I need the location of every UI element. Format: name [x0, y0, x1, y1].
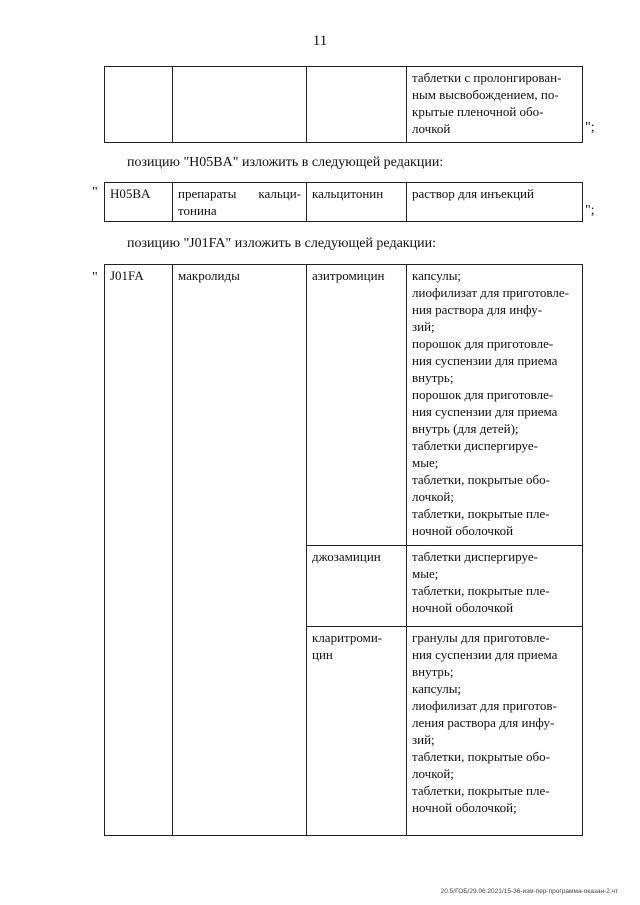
drug-name-cell: кларитроми-цин [307, 627, 407, 836]
form-line: ночной оболочкой; [412, 800, 517, 815]
empty-code-cell [105, 67, 173, 143]
form-line: порошок для приготовле- [412, 336, 554, 351]
form-line: ния раствора для инфу- [412, 302, 543, 317]
form-line: мые; [412, 566, 439, 581]
document-footer: 20.5/ГОБ/29.06.2021/15-36-изм-пер-программа-оказан-2.чт [440, 888, 618, 895]
dosage-form-cell [407, 67, 583, 143]
atc-code-cell: J01FA [105, 265, 173, 836]
form-line: ления раствора для инфу- [412, 715, 555, 730]
dosage-form-cell [407, 627, 583, 836]
dosage-form-cell: раствор для инъекций [407, 183, 583, 222]
closing-quote: "; [585, 203, 595, 218]
h05ba-table [104, 182, 583, 222]
form-line: лиофилизат для приготов- [412, 698, 557, 713]
opening-quote: " [92, 270, 98, 285]
form-line: капсулы; [412, 681, 462, 696]
form-line: зий; [412, 319, 435, 334]
instruction-h05ba: позицию "H05BA" изложить в следующей редакции: [127, 155, 444, 170]
form-line: таблетки диспергируе- [412, 549, 538, 564]
form-line: крытые пленочной обо- [412, 104, 544, 119]
j01fa-table [104, 264, 583, 836]
form-line: лочкой [412, 121, 451, 136]
instruction-j01fa: позицию "J01FA" изложить в следующей редакции: [127, 236, 436, 251]
form-line: таблетки диспергируе- [412, 438, 538, 453]
form-line: ния суспензии для приема [412, 647, 558, 662]
form-line: таблетки с пролонгирован- [412, 70, 562, 85]
form-line: таблетки, покрытые пле- [412, 583, 550, 598]
form-line: капсулы; [412, 268, 462, 283]
form-line: внутрь; [412, 370, 454, 385]
form-line: внутрь; [412, 664, 454, 679]
form-line: таблетки, покрытые пле- [412, 506, 550, 521]
form-line: лиофилизат для приготовле- [412, 285, 569, 300]
group-name-cell: препараты кальци-тонина [173, 183, 307, 222]
form-line: порошок для приготовле- [412, 387, 554, 402]
drug-name-cell: кальцитонин [307, 183, 407, 222]
form-line: таблетки, покрытые пле- [412, 783, 550, 798]
form-line: ным высвобождением, по- [412, 87, 559, 102]
continuation-table [104, 66, 583, 143]
form-line: таблетки, покрытые обо- [412, 749, 550, 764]
atc-code-cell: H05BA [105, 183, 173, 222]
form-line: внутрь (для детей); [412, 421, 519, 436]
empty-group-cell [173, 67, 307, 143]
form-line: зий; [412, 732, 435, 747]
form-line: таблетки, покрытые обо- [412, 472, 550, 487]
form-line: ния суспензии для приема [412, 353, 558, 368]
closing-quote: "; [585, 120, 595, 135]
form-line: мые; [412, 455, 439, 470]
group-name-cell: макролиды [173, 265, 307, 836]
page-number: 11 [312, 33, 328, 49]
dosage-form-cell [407, 546, 583, 627]
form-line: ночной оболочкой [412, 600, 514, 615]
drug-name-cell: азитромицин [307, 265, 407, 546]
form-line: лочкой; [412, 489, 454, 504]
form-line: ночной оболочкой [412, 523, 514, 538]
form-line: лочкой; [412, 766, 454, 781]
dosage-form-cell [407, 265, 583, 546]
opening-quote: " [92, 185, 98, 200]
drug-name-cell: джозамицин [307, 546, 407, 627]
empty-drug-cell [307, 67, 407, 143]
form-line: гранулы для приготовле- [412, 630, 550, 645]
form-line: ния суспензии для приема [412, 404, 558, 419]
